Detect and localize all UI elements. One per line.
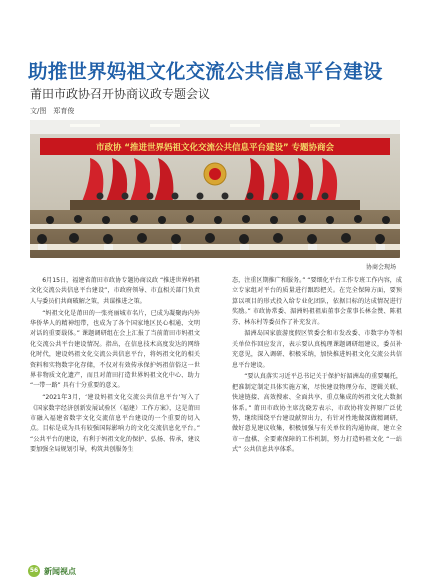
paragraph: 态，注重区期推广和服务。” “要细化平台工作专班工作内容，成立专家组对平台的质量进行跟踪把关。在完全保障方面，要预算以项目的形式投入给专业化团队，依据目标的达成情况进行奖励。” 市政协常委、湄洲妈祖祖庙董事会董事长林金赞、陈祖芬、林东村等委员作了补充发言。: [232, 277, 402, 326]
article-subtitle: 莆田市政协召开协商议政专题会议: [30, 87, 211, 101]
byline: 文/图 郑育俊: [30, 107, 75, 115]
page-footer: [28, 564, 76, 578]
article-title: 助推世界妈祖文化交流公共信息平台建设: [28, 60, 383, 83]
meeting-photo-illustration: [30, 120, 400, 258]
body-column-left: [30, 276, 200, 457]
section-name: 新闻视点: [44, 565, 76, 576]
meeting-photo: [30, 120, 400, 258]
body-column-right: [232, 276, 402, 457]
paragraph: “2021年3月，‘建设妈祖文化交流公共信息平台’写入了《国家数字经济创新发展试验区（福建）工作方案》，这是莆田市融入福建省数字文化交流信息平台建设的一个重要的切入点。目标是成为具有较强国际影响力的文化交流信息化平台。” “公共平台的建设，有利于妈祖文化的保护、弘扬、传承，建议要加强全局规划引导，构筑共创服务生: [30, 394, 200, 454]
page-number: 56: [28, 565, 40, 577]
podium-table: [70, 200, 360, 210]
paragraph: “要认真落实习近平总书记关于保护好湄洲岛的重要嘱托，把准制定制定具体实施方案，尽快建设物理分布、逻辑关联、快速链接、高效搜索、全面共享、重点集成的妈祖文化大数据体系。” 莆田市政协主席沈晓芳表示，市政协将发挥原广泛优势，继续围绕平台建设献智出力，有针对性地做深做精调研，做好意见建议收集，积极加强与有关单位的沟通协商，建立全市一盘棋、全要素保障的工作机制，努力打造妈祖文化 “一站式” 公共信息共享体系。: [232, 373, 402, 454]
banner-text: 市政协 “推进世界妈祖文化交流公共信息平台建设” 专题协商会: [95, 143, 335, 153]
paragraph: “妈祖文化是莆田的一张亮丽城市名片，已成为凝聚海内外华侨华人的精神纽带，也成为了各个国家地区民心相通、文明对话的重要载体。” 课题调研组在会上汇报了当前莆田市妈祖文化交流公共平台建设情况。指出，在信息技术高度发达的网络化时代，建设妈祖文化交流公共信息平台，将妈祖文化的相关资料和实物数字化存储，不仅对有效传承保护妈祖信俗这一世界非物质文化遗产，而且对莆田打造世界妈祖文化中心、助力 “一带一路” 具有十分重要的意义。: [30, 309, 200, 390]
emblem-center: [209, 168, 221, 180]
paragraph: 6月15日，福建省莆田市政协专题协商议政 “推进世界妈祖文化交流公共信息平台建设”，市政府领导、市直相关部门负责人与委员们共商破解之策，共谋推进之策。: [30, 277, 200, 305]
photo-caption: 协商会现场: [365, 264, 396, 271]
paragraph: 湄洲岛国家旅游度假区管委会和市发改委、市数字办等相关单位作回应发言，表示要认真梳理课题调研组建议，委员补充意见，深入调研、积极采纳，加快推进妈祖文化交流公共信息平台建设。: [232, 330, 402, 369]
